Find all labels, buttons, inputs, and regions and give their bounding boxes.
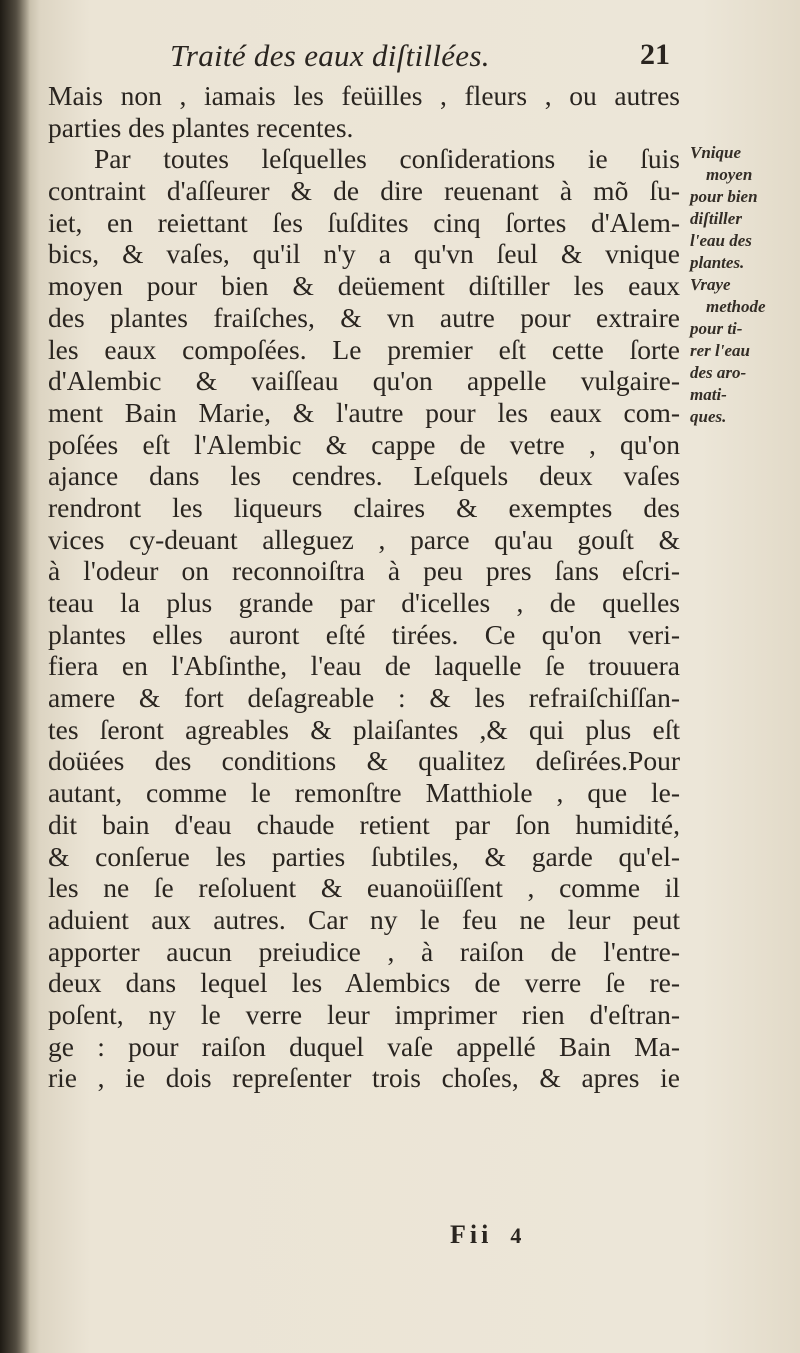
text-line: bics, & vaſes, qu'il n'y a qu'vn ſeul & vnique <box>48 238 680 270</box>
text-line: moyen pour bien & deüement diſtiller les eaux <box>48 270 680 302</box>
text-line: les ne ſe reſoluent & euanoüiſſent , comme il <box>48 872 680 904</box>
text-line: teau la plus grande par d'icelles , de quelles <box>48 587 680 618</box>
page-header <box>170 38 670 82</box>
text-line: contraint d'aſſeurer & de dire reuenant à mõ ſu- <box>48 175 680 207</box>
margin-note-line: l'eau des <box>690 231 752 250</box>
margin-note-line: des aro- <box>690 363 747 382</box>
text-line: doüées des conditions & qualitez deſirées.Pour <box>48 745 680 777</box>
text-line: ment Bain Marie, & l'autre pour les eaux com- <box>48 396 680 428</box>
signature-letters: Fii <box>450 1220 493 1249</box>
text-line: tes ſeront agreables & plaiſantes ,& qui plus eſt <box>48 713 680 745</box>
page-number: 21 <box>640 38 670 71</box>
margin-note-line: pour ti- <box>690 319 743 338</box>
margin-note-line: mati- <box>690 385 727 404</box>
binding-gutter <box>0 0 30 1353</box>
text-line: plantes elles auront eſté tirées. Ce qu'on veri- <box>48 618 680 650</box>
text-line: vices cy-deuant alleguez , parce qu'au gouſt & <box>48 523 680 555</box>
text-line: Par toutes leſquelles conſiderations ie ſuis <box>94 143 680 175</box>
text-line: d'Alembic & vaiſſeau qu'on appelle vulgaire- <box>48 365 680 397</box>
text-line: amere & fort deſagreable : & les refraiſchiſſan- <box>48 682 680 714</box>
signature-mark <box>450 1220 525 1250</box>
body-text <box>48 80 680 1094</box>
text-line: poſées eſt l'Alembic & cappe de vetre , qu'on <box>48 428 680 460</box>
margin-note-line: methode <box>706 297 766 316</box>
text-line: rie , ie dois repreſenter trois choſes, & apres ie <box>48 1062 680 1094</box>
margin-note-line: ques. <box>690 407 727 426</box>
text-line: ge : pour raiſon duquel vaſe appellé Bain Ma- <box>48 1030 680 1062</box>
text-line: ajance dans les cendres. Leſquels deux vaſes <box>48 460 680 492</box>
text-line: Mais non , iamais les feüilles , fleurs , ou autres <box>48 80 680 111</box>
text-line: les eaux compoſées. Le premier eſt cette ſorte <box>48 333 680 365</box>
text-line: des plantes fraiſches, & vn autre pour extraire <box>48 301 680 333</box>
text-line: parties des plantes recentes. <box>48 111 354 143</box>
margin-note <box>690 142 798 428</box>
text-line: deux dans lequel les Alembics de verre ſe re- <box>48 967 680 999</box>
text-line: & conſerue les parties ſubtiles, & garde qu'el- <box>48 840 680 872</box>
margin-note-line: plantes. <box>690 253 745 272</box>
text-line: poſent, ny le verre leur imprimer rien d'eſtran- <box>48 998 680 1030</box>
text-line: apporter aucun preiudice , à raiſon de l'entre- <box>48 935 680 967</box>
text-line: aduient aux autres. Car ny le feu ne leur peut <box>48 903 680 935</box>
text-line: rendront les liqueurs claires & exemptes des <box>48 491 680 523</box>
text-line: à l'odeur on reconnoiſtra à peu pres ſans eſcri- <box>48 555 680 587</box>
text-line: autant, comme le remonſtre Matthiole , que le- <box>48 777 680 809</box>
text-line: iet, en reiettant ſes ſuſdites cinq ſortes d'Alem- <box>48 206 680 238</box>
signature-number: 4 <box>510 1223 526 1248</box>
margin-note-line: Vnique <box>690 143 742 162</box>
margin-note-line: Vraye <box>690 275 731 294</box>
text-line: fiera en l'Abſinthe, l'eau de laquelle ſe trouuera <box>48 650 680 682</box>
margin-note-line: rer l'eau <box>690 341 750 360</box>
margin-note-line: pour bien <box>690 187 758 206</box>
margin-note-line: diſtiller <box>690 209 742 228</box>
running-title: Traité des eaux diſtillées. <box>170 38 490 73</box>
text-line: dit bain d'eau chaude retient par ſon humidité, <box>48 808 680 840</box>
margin-note-line: moyen <box>706 165 753 184</box>
